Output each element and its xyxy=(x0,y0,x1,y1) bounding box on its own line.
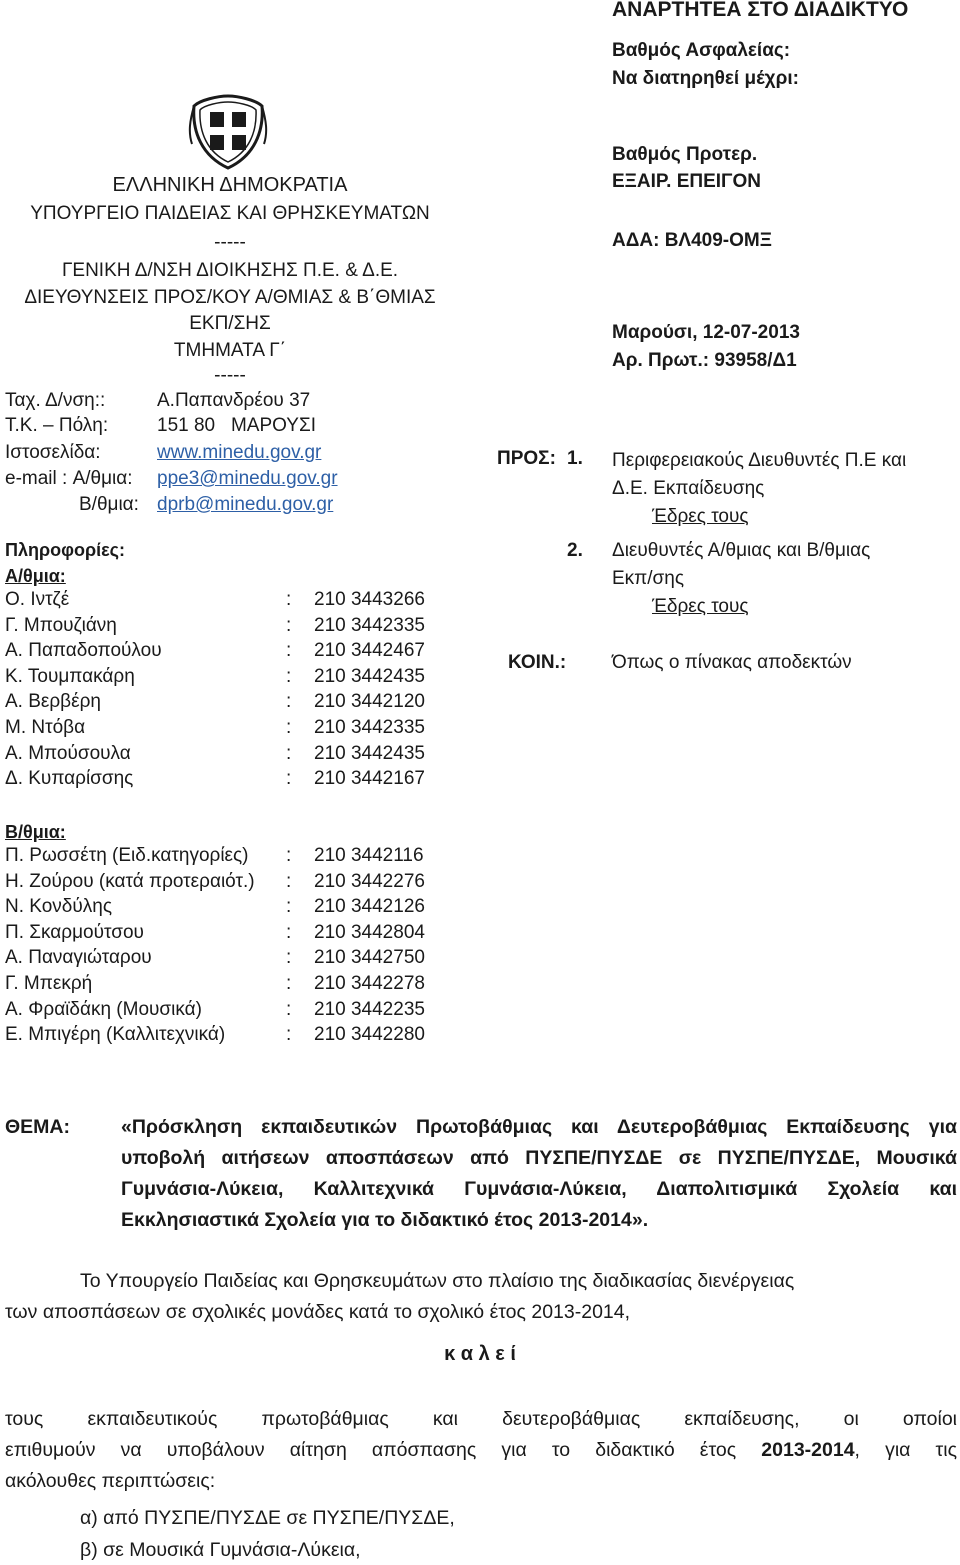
contact-colon: : xyxy=(286,768,292,790)
contact-phone: 210 3442335 xyxy=(314,614,425,636)
contact-colon: : xyxy=(286,896,292,918)
body-paragraph-1-cont: των αποσπάσεων σε σχολικές μονάδες κατά το σχολικό έτος 2013-2014, xyxy=(5,1301,631,1323)
directorates: ΔΙΕΥΘΥΝΣΕΙΣ ΠΡΟΣ/ΚΟΥ Α/ΘΜΙΑΣ & Β΄ΘΜΙΑΣ xyxy=(24,287,436,308)
keep-until: Να διατηρηθεί μέχρι: xyxy=(612,68,799,89)
city-value: 151 80 ΜΑΡΟΥΣΙ xyxy=(157,415,316,436)
body-paragraph-1: Το Υπουργείο Παιδείας και Θρησκευμάτων στο πλαίσιο της διαδικασίας διενέργειας xyxy=(80,1270,795,1292)
contact-colon: : xyxy=(286,717,292,738)
contact-row xyxy=(5,947,445,972)
separator: ----- xyxy=(214,365,246,386)
contact-phone: 210 3442235 xyxy=(314,998,425,1020)
contact-row xyxy=(5,768,445,793)
contact-phone: 210 3442467 xyxy=(314,640,425,662)
recipient-2: Διευθυντές Α/θμιας και Β/θμιας xyxy=(612,540,871,561)
contact-name: Α. Φραϊδάκη (Μουσικά) xyxy=(5,998,202,1020)
contact-phone: 210 3442435 xyxy=(314,665,425,687)
contact-name: Α. Παπαδοπούλου xyxy=(5,640,162,662)
subject-block xyxy=(5,1112,957,1236)
case-b: β) σε Μουσικά Γυμνάσια-Λύκεια, xyxy=(80,1539,361,1561)
country-name: ΕΛΛΗΝΙΚΗ ΔΗΜΟΚΡΑΤΙΑ xyxy=(112,174,348,196)
contact-phone: 210 3442126 xyxy=(314,896,425,918)
case-a: α) από ΠΥΣΠΕ/ΠΥΣΔΕ σε ΠΥΣΠΕ/ΠΥΣΔΕ, xyxy=(80,1507,455,1529)
contact-row xyxy=(5,896,445,921)
cc-label: ΚΟΙΝ.: xyxy=(508,652,567,673)
body-paragraph-2: τους εκπαιδευτικούς πρωτοβάθμιας και δευτεροβάθμιας εκπαίδευσης, οι οποίοι xyxy=(5,1408,957,1430)
recipient-number: 2. xyxy=(567,540,583,561)
city-label: Τ.Κ. – Πόλη: xyxy=(5,415,109,436)
contact-phone: 210 3442750 xyxy=(314,947,425,969)
contact-name: Ν. Κονδύλης xyxy=(5,896,112,918)
urgent-label: ΕΞΑΙΡ. ΕΠΕΙΓΟΝ xyxy=(612,171,761,192)
recipient-1-cont: Δ.Ε. Εκπαίδευσης xyxy=(612,478,765,499)
contact-colon: : xyxy=(286,947,292,969)
protocol-number: Αρ. Πρωτ.: 93958/Δ1 xyxy=(612,350,797,371)
contact-name: Η. Ζούρου (κατά προτεραιότ.) xyxy=(5,870,255,892)
contact-phone: 210 3442804 xyxy=(314,921,425,943)
contact-phone: 210 3443266 xyxy=(314,589,425,610)
email-primary-link[interactable]: ppe3@minedu.gov.gr xyxy=(157,468,338,489)
posting-title: ΑΝΑΡΤΗΤΕΑ ΣΤΟ ΔΙΑΔΙΚΤΥΟ xyxy=(612,0,909,21)
street-label: Ταχ. Δ/νση:: xyxy=(5,390,106,411)
contact-phone: 210 3442435 xyxy=(314,742,425,764)
contact-phone: 210 3442116 xyxy=(314,845,424,866)
email-secondary-label: Β/θμια: xyxy=(79,494,139,515)
general-directorate: ΓΕΝΙΚΗ Δ/ΝΣΗ ΔΙΟΙΚΗΣΗΣ Π.Ε. & Δ.Ε. xyxy=(61,260,399,281)
contact-colon: : xyxy=(286,614,292,636)
contact-colon: : xyxy=(286,640,292,662)
contact-name: Α. Βερβέρη xyxy=(5,691,101,713)
contact-name: Γ. Μπουζιάνη xyxy=(5,614,117,636)
contact-row xyxy=(5,589,445,614)
contact-row xyxy=(5,922,445,947)
email-secondary-link[interactable]: dprb@minedu.gov.gr xyxy=(157,494,334,515)
body-paragraph-2-cont: επιθυμούν να υποβάλουν αίτηση απόσπασης για το διδακτικό έτος 2013-2014, για τις xyxy=(5,1439,957,1461)
subject-text: «Πρόσκληση εκπαιδευτικών Πρωτοβάθμιας και Δευτεροβάθμιας Εκπαίδευσης για υποβολή αιτήσεων αποσπάσεων από ΠΥΣΠΕ/ΠΥΣΔΕ σε ΠΥΣΠΕ/ΠΥΣΔΕ, Μουσικά Γυμνάσια-Λύκεια, Καλλιτεχνικά Γυμνάσια-Λύκεια, Διαπολιτισμικά Σχολεία και Εκκλησιαστικά Σχολεία για το διδακτικό έτος 2013-2014». xyxy=(121,1116,957,1231)
directorates-cont: ΕΚΠ/ΣΗΣ xyxy=(189,313,271,334)
to-label: ΠΡΟΣ: xyxy=(497,448,556,469)
contact-colon: : xyxy=(286,973,292,994)
contact-row xyxy=(5,640,445,665)
recipient-number: 1. xyxy=(567,448,583,469)
contact-name: Α. Παναγιώταρου xyxy=(5,947,152,969)
contact-phone: 210 3442120 xyxy=(314,691,425,713)
contact-name: Μ. Ντόβα xyxy=(5,717,86,738)
contact-phone: 210 3442167 xyxy=(314,768,425,790)
primary-label: Α/θμια: xyxy=(5,566,66,586)
secondary-label: Β/θμια: xyxy=(5,822,66,842)
subject-label: ΘΕΜΑ: xyxy=(5,1116,70,1138)
contact-name: Ο. Ιντζέ xyxy=(5,589,70,610)
document-date: Μαρούσι, 12-07-2013 xyxy=(612,322,800,343)
contact-row xyxy=(5,743,445,768)
ada-code: ΑΔΑ: ΒΛ409-ΟΜΞ xyxy=(612,230,772,251)
contact-colon: : xyxy=(286,665,292,687)
greek-coat-of-arms-icon xyxy=(188,92,268,172)
contact-colon: : xyxy=(286,870,292,892)
recipient-2-cont: Εκπ/σης xyxy=(612,568,685,589)
contact-row xyxy=(5,999,445,1024)
security-level: Βαθμός Ασφαλείας: xyxy=(612,40,791,61)
website-label: Ιστοσελίδα: xyxy=(5,442,101,463)
contact-row xyxy=(5,615,445,640)
calls-word: κ α λ ε ί xyxy=(444,1343,516,1365)
recipient-1-seat: Έδρες τους xyxy=(652,506,749,527)
info-title: Πληροφορίες: xyxy=(5,540,126,560)
contact-row xyxy=(5,973,445,998)
priority-level: Βαθμός Προτερ. xyxy=(612,144,758,165)
contact-row xyxy=(5,691,445,716)
email-label: e-mail : Α/θμια: xyxy=(5,468,133,489)
contact-colon: : xyxy=(286,691,292,713)
contact-row xyxy=(5,871,445,896)
contact-row xyxy=(5,1024,445,1049)
contact-colon: : xyxy=(286,589,292,610)
contact-name: Γ. Μπεκρή xyxy=(5,973,93,994)
contact-phone: 210 3442335 xyxy=(314,717,425,738)
contact-colon: : xyxy=(286,998,292,1020)
contact-phone: 210 3442280 xyxy=(314,1024,425,1046)
contact-row xyxy=(5,666,445,691)
cc-value: Όπως ο πίνακας αποδεκτών xyxy=(612,652,852,673)
contact-name: Κ. Τουμπακάρη xyxy=(5,665,135,687)
contact-name: Δ. Κυπαρίσσης xyxy=(5,768,134,790)
body-paragraph-2-end: ακόλουθες περιπτώσεις: xyxy=(5,1470,216,1492)
contact-name: Α. Μπούσουλα xyxy=(5,742,131,764)
ministry-name: ΥΠΟΥΡΓΕΙΟ ΠΑΙΔΕΙΑΣ ΚΑΙ ΘΡΗΣΚΕΥΜΑΤΩΝ xyxy=(30,203,430,224)
recipient-2-seat: Έδρες τους xyxy=(652,596,749,617)
department: ΤΜΗΜΑΤΑ Γ΄ xyxy=(173,340,287,361)
contact-row xyxy=(5,845,445,870)
separator: ----- xyxy=(214,232,246,253)
street-value: Α.Παπανδρέου 37 xyxy=(157,390,311,411)
recipient-1: Περιφερειακούς Διευθυντές Π.Ε και xyxy=(612,450,907,471)
contact-phone: 210 3442278 xyxy=(314,973,425,994)
contact-colon: : xyxy=(286,921,292,943)
contact-name: Ε. Μπιγέρη (Καλλιτεχνικά) xyxy=(5,1024,226,1046)
contact-colon: : xyxy=(286,742,292,764)
contact-row xyxy=(5,717,445,742)
contact-colon: : xyxy=(286,1024,292,1046)
contact-name: Π. Ρωσσέτη (Ειδ.κατηγορίες) xyxy=(5,845,249,866)
website-link[interactable]: www.minedu.gov.gr xyxy=(157,442,322,463)
contact-phone: 210 3442276 xyxy=(314,870,425,892)
contact-name: Π. Σκαρμούτσου xyxy=(5,921,144,943)
contact-colon: : xyxy=(286,845,292,866)
